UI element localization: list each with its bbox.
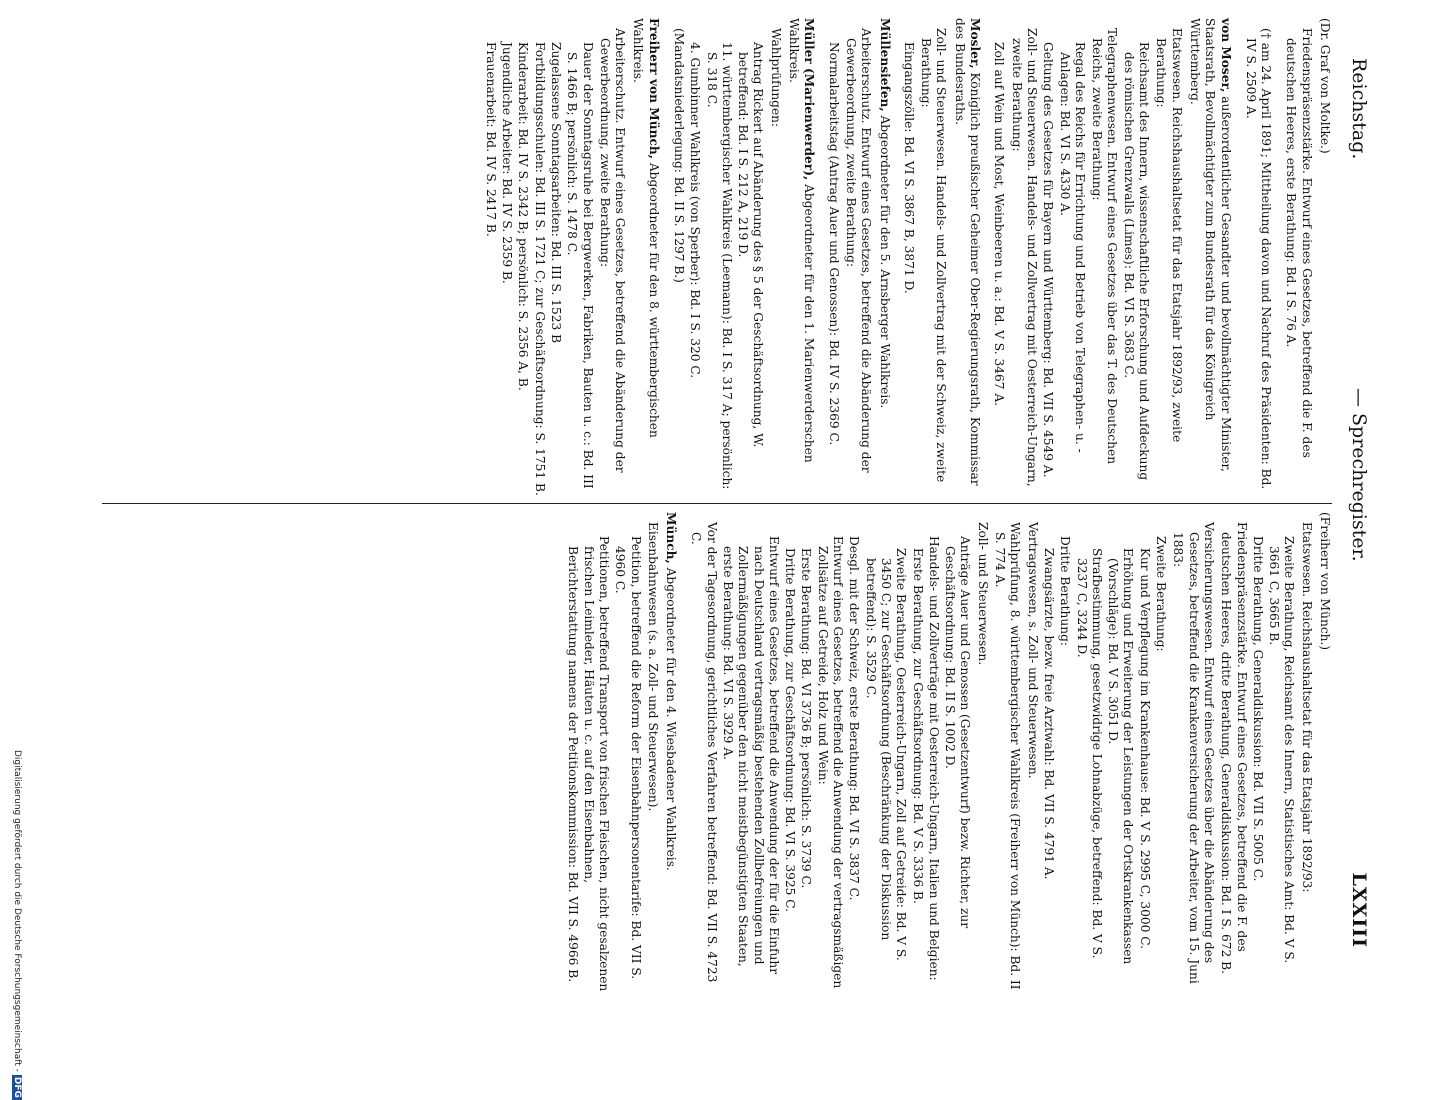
- register-line: Zoll- und Steuerwesen. Handels- und Zollvertrag mit Oesterreich-Ungarn, zweite Berathung:: [1009, 28, 1039, 487]
- right-column: [564, 512, 1332, 992]
- register-line: Dauer der Sonntagsruhe bei Bergwerken, Fabriken, Bauten u. c.: Bd. III S. 1466 B; persönlich: S. 1478 C.: [565, 42, 595, 489]
- spacer: [678, 512, 686, 992]
- spacer: [1233, 18, 1241, 500]
- register-line: Wahlprüfungen:: [768, 28, 783, 128]
- register-line: Normalarbeitstag (Antrag Auer und Genossen): Bd. IV S. 2369 C.: [826, 42, 841, 446]
- register-line: Antrag Rickert auf Abänderung des § 5 der Geschäftsordnung, W. betreffend: Bd. I S. 212 A, 219 D.: [736, 42, 766, 448]
- register-line: Entwurf eines Gesetzes, betreffend die Anwendung der für die Einfuhr nach Deutschland vertragsmäßig bestehenden Zollbefreiungen und Zollermäßigungen gegenüber den nicht meistbegünstigten Staaten, erste Berathung: Bd. VI S. 3929 A.: [721, 536, 781, 975]
- person-description: Abgeordneter für den 5. Arnsberger Wahlkreis.: [877, 111, 892, 409]
- register-line: († am 24. April 1891; Mittheilung davon und Nachruf des Präsidenten: Bd. IV S. 2509 A.: [1243, 28, 1274, 490]
- person-description: außerordentlicher Gesandter und bevollmächtigter Minister, Staatsrath, Bevollmächtigter zum Bundesrath für das Königreich Württemberg.: [1187, 18, 1233, 472]
- register-line: Eingangszölle: Bd. VI S. 3867 B, 3871 D.: [901, 42, 916, 294]
- dfg-credit-text: Digitalisierung gefördert durch die Deutsche Forschungsgemeinschaft -: [12, 750, 22, 1072]
- register-line: Petitionen, betreffend Transport von frischen Fleischen, nicht gesalzenen frischen Leimleder, Häuten u. c. auf den Eisenbahnen, Berichterstattung namens der Petitionskommission: Bd. VII S. 4966 B.: [566, 536, 611, 992]
- page-number: LXXIII: [1348, 872, 1370, 948]
- register-line: Telegraphenwesen. Entwurf eines Gesetzes über das T. des Deutschen Reichs, zweite Berathung:: [1090, 28, 1120, 465]
- register-line: Petition, betreffend die Reform der Eisenbahnpersonentarife: Bd. VII S. 4960 C.: [613, 536, 643, 980]
- register-line: Frauenarbeit: Bd. IV S. 2417 B.: [483, 42, 498, 237]
- register-line: Dritte Berathung, Generaldiskussion: Bd. VII S. 5005 C.: [1250, 536, 1265, 882]
- person-name: Mosler,: [968, 18, 983, 69]
- register-line: Etatswesen. Reichshaushaltsetat für das Etatsjahr 1892/93:: [1299, 522, 1314, 893]
- person-name: von Moser,: [1218, 18, 1233, 93]
- register-line: Zoll auf Wein und Most, Weinbeeren u. a.: Bd. V S. 3467 A.: [992, 42, 1007, 407]
- register-line: Entwurf eines Gesetzes, betreffend die Anwendung der vertragsmäßigen Zollsätze auf Getreide, Holz und Wein:: [815, 536, 846, 989]
- register-line: Erhöhung und Erweiterung der Leistungen der Ortskrankenkassen (Vorschläge): Bd. V S. 3051 D.: [1106, 548, 1136, 965]
- register-line: Vor der Tagesordnung, gerichtliches Verfahren betreffend: Bd. VII S. 4723 C.: [689, 522, 719, 983]
- register-line: Geltung des Gesetzes für Bayern und Württemberg: Bd. VII S. 4549 A.: [1041, 42, 1056, 478]
- register-line: Versicherungswesen. Entwurf eines Gesetzes über die Abänderung des Gesetzes, betreffend die Krankenversicherung der Arbeiter, vom 15. Juni 1883:: [1171, 522, 1216, 984]
- register-line: Jugendliche Arbeiter: Bd. IV S. 2359 B.: [500, 42, 515, 284]
- person-name: Freiherr von Münch,: [646, 18, 661, 159]
- register-line: 11. württembergischer Wahlkreis (Leemann): Bd. I S. 317 A; persönlich: S. 318 C.: [704, 42, 734, 490]
- dfg-credit: [12, 750, 22, 1098]
- register-line: Strafbestimmung, gesetzwidrige Lohnabzüge, betreffend: Bd. V S. 3237 C, 3244 D.: [1074, 548, 1104, 959]
- register-line: Regal des Reichs für Errichtung und Betrieb von Telegraphen- u. -Anlagen: Bd. VI S. 4330 A.: [1057, 42, 1087, 453]
- person-name: Müllensiefen,: [877, 18, 892, 112]
- register-line: Wahlprüfung, 8. württembergischer Wahlkreis (Freiherr von Münch): Bd. II S. 774 A.: [993, 522, 1023, 990]
- register-line: Reichsamt des Innern, wissenschaftliche Erforschung und Aufdeckung des römischen Grenzwalls (Limes): Bd. VI S. 3683 C.: [1121, 42, 1152, 481]
- register-line: Fortbildungsschulen: Bd. III S. 1721 C; zur Geschäftsordnung: S. 1751 B.: [532, 42, 547, 496]
- spacer: [1273, 18, 1281, 500]
- register-line: Dritte Berathung, zur Geschäftsordnung: Bd. VI S. 3925 C.: [783, 548, 798, 913]
- person-description: Königlich preußischer Geheimer Ober-Regierungsrath, Kommissar des Bundesraths.: [952, 18, 983, 486]
- register-entry: [876, 18, 891, 500]
- spacer: [661, 18, 669, 500]
- register-line: Friedenspräsenzstärke. Entwurf eines Gesetzes, betreffend die F. des deutschen Heeres, dritte Berathung, Generaldiskussion: Bd. I S. 672 B.: [1219, 522, 1249, 974]
- dfg-logo: DFG: [12, 1076, 22, 1098]
- continued-heading: (Freiherr von Münch.): [1318, 512, 1332, 651]
- register-entry: [663, 512, 678, 992]
- register-line: Dritte Berathung:: [1058, 536, 1073, 646]
- person-description: Abgeordneter für den 8. württembergischen Wahlkreis.: [631, 18, 661, 438]
- register-line: Erste Berathung, zur Geschäftsordnung: Bd. V S. 3336 B.: [910, 548, 925, 904]
- person-description: Abgeordneter für den 1. Marienwerderschen Wahlkreis.: [787, 18, 817, 463]
- register-line: Zugelassene Sonntagsarbeiten: Bd. III S. 1523 B: [548, 42, 563, 344]
- header-center: — Sprechregister.: [1348, 388, 1370, 562]
- header-left: Reichstag.: [1348, 58, 1370, 160]
- register-line: Zweite Berathung:: [1154, 536, 1169, 652]
- continued-heading: (Dr. Graf von Moltke.): [1318, 18, 1332, 154]
- register-line: Zwangsärzte, bezw. freie Arztwahl: Bd. VII S. 4791 A.: [1041, 548, 1056, 880]
- register-line: Vertragswesen, s. Zoll- und Steuerwesen.: [1025, 522, 1040, 779]
- register-line: Zoll- und Steuerwesen.: [975, 522, 990, 666]
- person-description: Abgeordneter für den 4. Wiesbadener Wahlkreis.: [664, 563, 679, 871]
- register-entry: [786, 18, 817, 500]
- register-entry: [1187, 18, 1233, 500]
- register-line: Zweite Berathung, Oesterreich-Ungarn, Zoll auf Getreide: Bd. V S. 3450 C; zur Geschäftsordnung (Beschränkung der Diskussion betreffend): S. 3529 C.: [863, 548, 909, 961]
- left-column: [481, 18, 1332, 500]
- register-line: Desgl. mit der Schweiz, erste Berathung: Bd. VI S. 3837 C.: [847, 536, 862, 901]
- register-line: 4. Gumbinner Wahlkreis (von Sperber): Bd. I S. 320 C.: [688, 42, 703, 379]
- register-line: Erste Berathung: Bd. VI 3736 B; persönlich: S. 3739 C.: [799, 548, 814, 889]
- register-entry: [951, 18, 982, 500]
- register-line: Kur und Verpflegung im Krankenhause: Bd. V S. 2995 C, 3000 C.: [1137, 548, 1152, 950]
- register-line: (Mandatsniederlegung: Bd. II S. 1297 B.): [672, 28, 687, 283]
- register-line: Zweite Berathung, Reichsamt des Innern, Statistisches Amt: Bd. V S. 3661 C, 3665 B.: [1267, 536, 1297, 964]
- spacer: [982, 18, 990, 500]
- spacer: [892, 18, 900, 500]
- register-line: Arbeiterschutz. Entwurf eines Gesetzes, betreffend die Abänderung der Gewerbeordnung, zweite Berathung:: [597, 28, 628, 473]
- register-line: Eisenbahnwesen (s. a. Zoll- und Steuerwesen).: [645, 522, 660, 812]
- person-name: Münch,: [664, 512, 679, 564]
- spacer: [816, 18, 824, 500]
- register-line: Arbeiterschutz. Entwurf eines Gesetzes, betreffend die Abänderung der Gewerbeordnung, zweite Berathung:: [843, 28, 874, 473]
- column-divider: [102, 503, 1332, 504]
- register-line: Friedenspräsenzstärke. Entwurf eines Gesetzes, betreffend die F. des deutschen Heeres, erste Berathung: Bd. I S. 76 A.: [1284, 28, 1314, 458]
- register-line: Handels- und Zollverträge mit Oesterreich-Ungarn, Italien und Belgien:: [926, 536, 941, 981]
- register-entry: [630, 18, 661, 500]
- page-header: [1340, 58, 1370, 948]
- register-line: Zoll- und Steuerwesen. Handels- und Zollvertrag mit der Schweiz, zweite Berathung:: [919, 28, 949, 483]
- register-line: Kinderarbeit: Bd. IV S. 2342 B; persönlich: S. 2356 A, B.: [516, 42, 531, 391]
- person-name: Müller (Marienwerder),: [802, 18, 817, 181]
- register-line: Etatswesen. Reichshaushaltsetat für das Etatsjahr 1892/93, zweite Berathung:: [1154, 28, 1184, 443]
- register-line: Anträge Auer und Genossen (Gesetzentwurf) bezw. Richter, zur Geschäftsordnung: Bd. II S. 1002 D.: [943, 536, 973, 929]
